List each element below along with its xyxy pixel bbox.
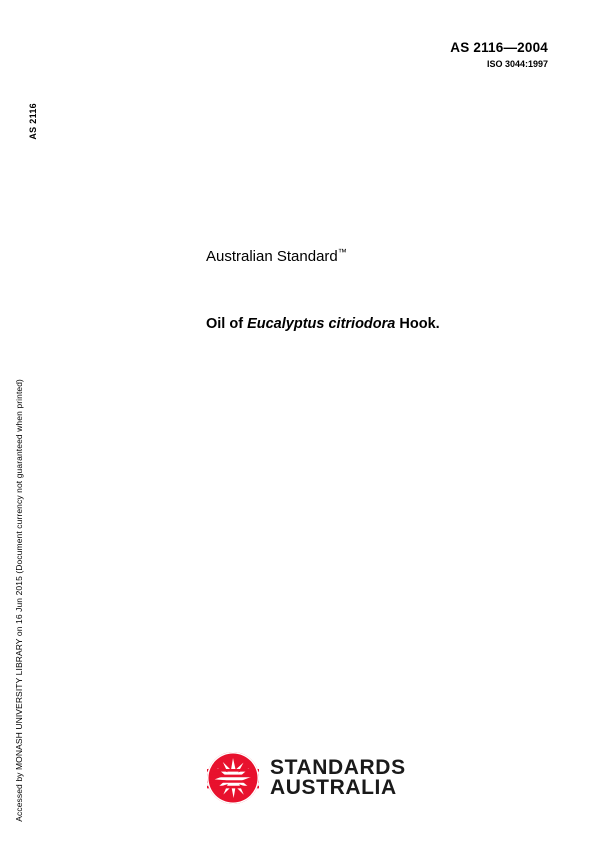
- title-block: [206, 248, 546, 334]
- spine-standard-code: AS 2116: [28, 103, 38, 140]
- standards-australia-star-logo-icon: [207, 752, 259, 804]
- standard-number: AS 2116—2004: [450, 40, 548, 55]
- access-notice: Accessed by MONASH UNIVERSITY LIBRARY on 16 Jun 2015 (Document currency not guaranteed when printed): [14, 379, 24, 822]
- logo-star-shape: [207, 752, 259, 804]
- title-suffix: Hook.: [395, 315, 440, 332]
- title-species-name: Eucalyptus citriodora: [247, 315, 396, 332]
- iso-reference: ISO 3044:1997: [486, 59, 548, 70]
- title-prefix: Oil of: [206, 315, 248, 332]
- publisher-logo: [207, 752, 406, 804]
- page-title: [206, 315, 546, 334]
- standard-identifiers: [450, 40, 548, 70]
- publisher-name: [270, 755, 406, 799]
- series-label: [206, 248, 546, 267]
- publisher-line-2: AUSTRALIA: [270, 776, 397, 799]
- series-label-text: Australian Standard: [206, 248, 338, 265]
- trademark-symbol: ™: [337, 247, 347, 257]
- publisher-line-1: STANDARDS: [270, 755, 406, 779]
